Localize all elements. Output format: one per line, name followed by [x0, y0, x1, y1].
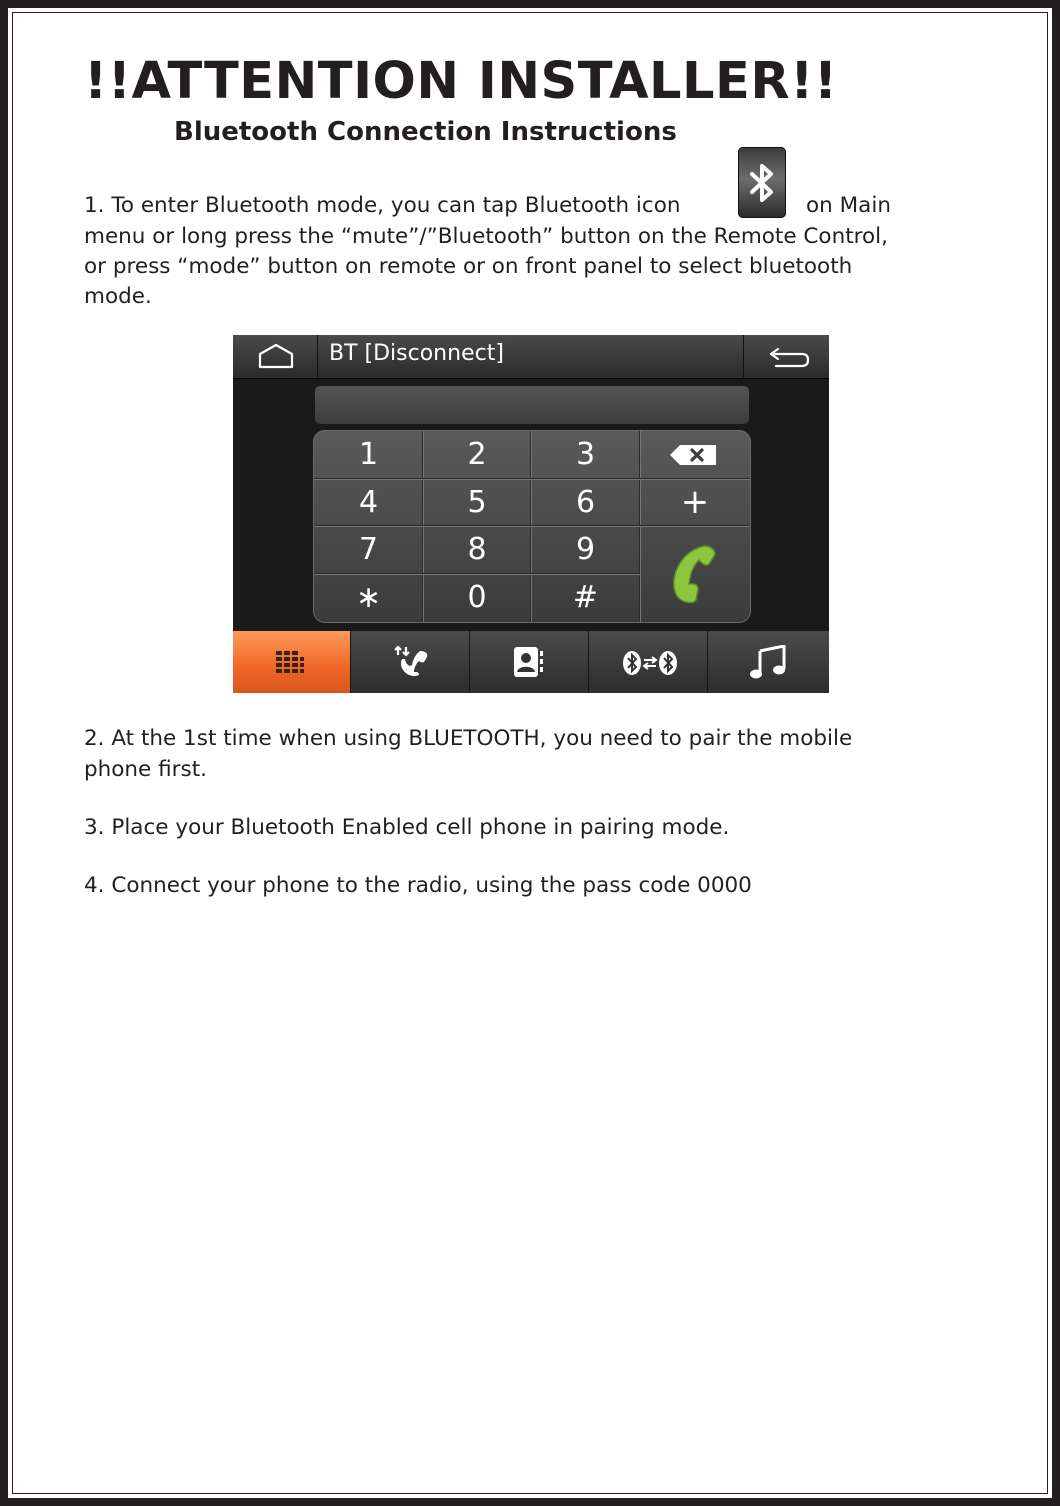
number-display-field[interactable]	[315, 386, 749, 424]
key-2[interactable]: 2	[467, 437, 487, 472]
bluetooth-dialer-screenshot	[233, 335, 829, 693]
dial-keypad	[313, 430, 751, 623]
tab-contacts[interactable]	[470, 631, 589, 693]
step1-line1-end: on Main	[806, 193, 891, 218]
key-5[interactable]: 5	[467, 485, 487, 520]
dialer-status-title: BT [Disconnect]	[329, 341, 504, 366]
step1-line4: mode.	[84, 284, 152, 309]
tab-bt-pairing[interactable]	[589, 631, 708, 693]
step1-line1: 1. To enter Bluetooth mode, you can tap Bluetooth icon	[84, 193, 681, 218]
backspace-icon	[668, 443, 720, 467]
step2-line1: 2. At the 1st time when using BLUETOOTH, you need to pair the mobile	[84, 726, 853, 751]
contacts-icon	[514, 647, 546, 677]
page-subtitle: Bluetooth Connection Instructions	[174, 117, 677, 147]
call-icon	[671, 544, 719, 604]
music-icon	[750, 645, 786, 679]
dialer-body	[233, 379, 829, 631]
tab-dialpad[interactable]	[233, 631, 351, 693]
step1-line3: or press “mode” button on remote or on front panel to select bluetooth	[84, 254, 853, 279]
page-title: !!ATTENTION INSTALLER!!	[84, 52, 838, 111]
key-4[interactable]: 4	[358, 485, 379, 520]
key-plus[interactable]: +	[680, 482, 710, 522]
call-transfer-icon	[394, 645, 430, 677]
call-button[interactable]	[640, 526, 750, 622]
step3-text: 3. Place your Bluetooth Enabled cell phone in pairing mode.	[84, 815, 730, 840]
step2-line2: phone first.	[84, 757, 207, 782]
key-9[interactable]: 9	[575, 532, 596, 567]
key-hash[interactable]: #	[572, 580, 599, 615]
dialer-header	[233, 335, 829, 379]
key-3[interactable]: 3	[575, 437, 596, 472]
key-6[interactable]: 6	[575, 485, 596, 520]
key-0[interactable]: 0	[467, 580, 487, 615]
key-8[interactable]: 8	[467, 532, 487, 567]
back-arrow-icon	[768, 345, 812, 369]
dialpad-icon	[276, 651, 304, 675]
backspace-button[interactable]	[640, 431, 750, 479]
back-button[interactable]	[743, 335, 829, 378]
tab-music[interactable]	[708, 631, 829, 693]
bluetooth-pair-icon	[622, 650, 678, 676]
key-7[interactable]: 7	[358, 532, 379, 567]
home-button[interactable]	[233, 335, 318, 378]
tab-call-log[interactable]	[351, 631, 470, 693]
key-star[interactable]: ∗	[355, 580, 382, 615]
dialer-tab-bar	[233, 631, 829, 693]
step1-line2: menu or long press the “mute”/”Bluetooth” button on the Remote Control,	[84, 224, 888, 249]
home-icon	[257, 342, 295, 370]
step4-text: 4. Connect your phone to the radio, using the pass code 0000	[84, 873, 752, 898]
key-1[interactable]: 1	[358, 437, 379, 472]
bluetooth-app-icon	[738, 147, 786, 218]
